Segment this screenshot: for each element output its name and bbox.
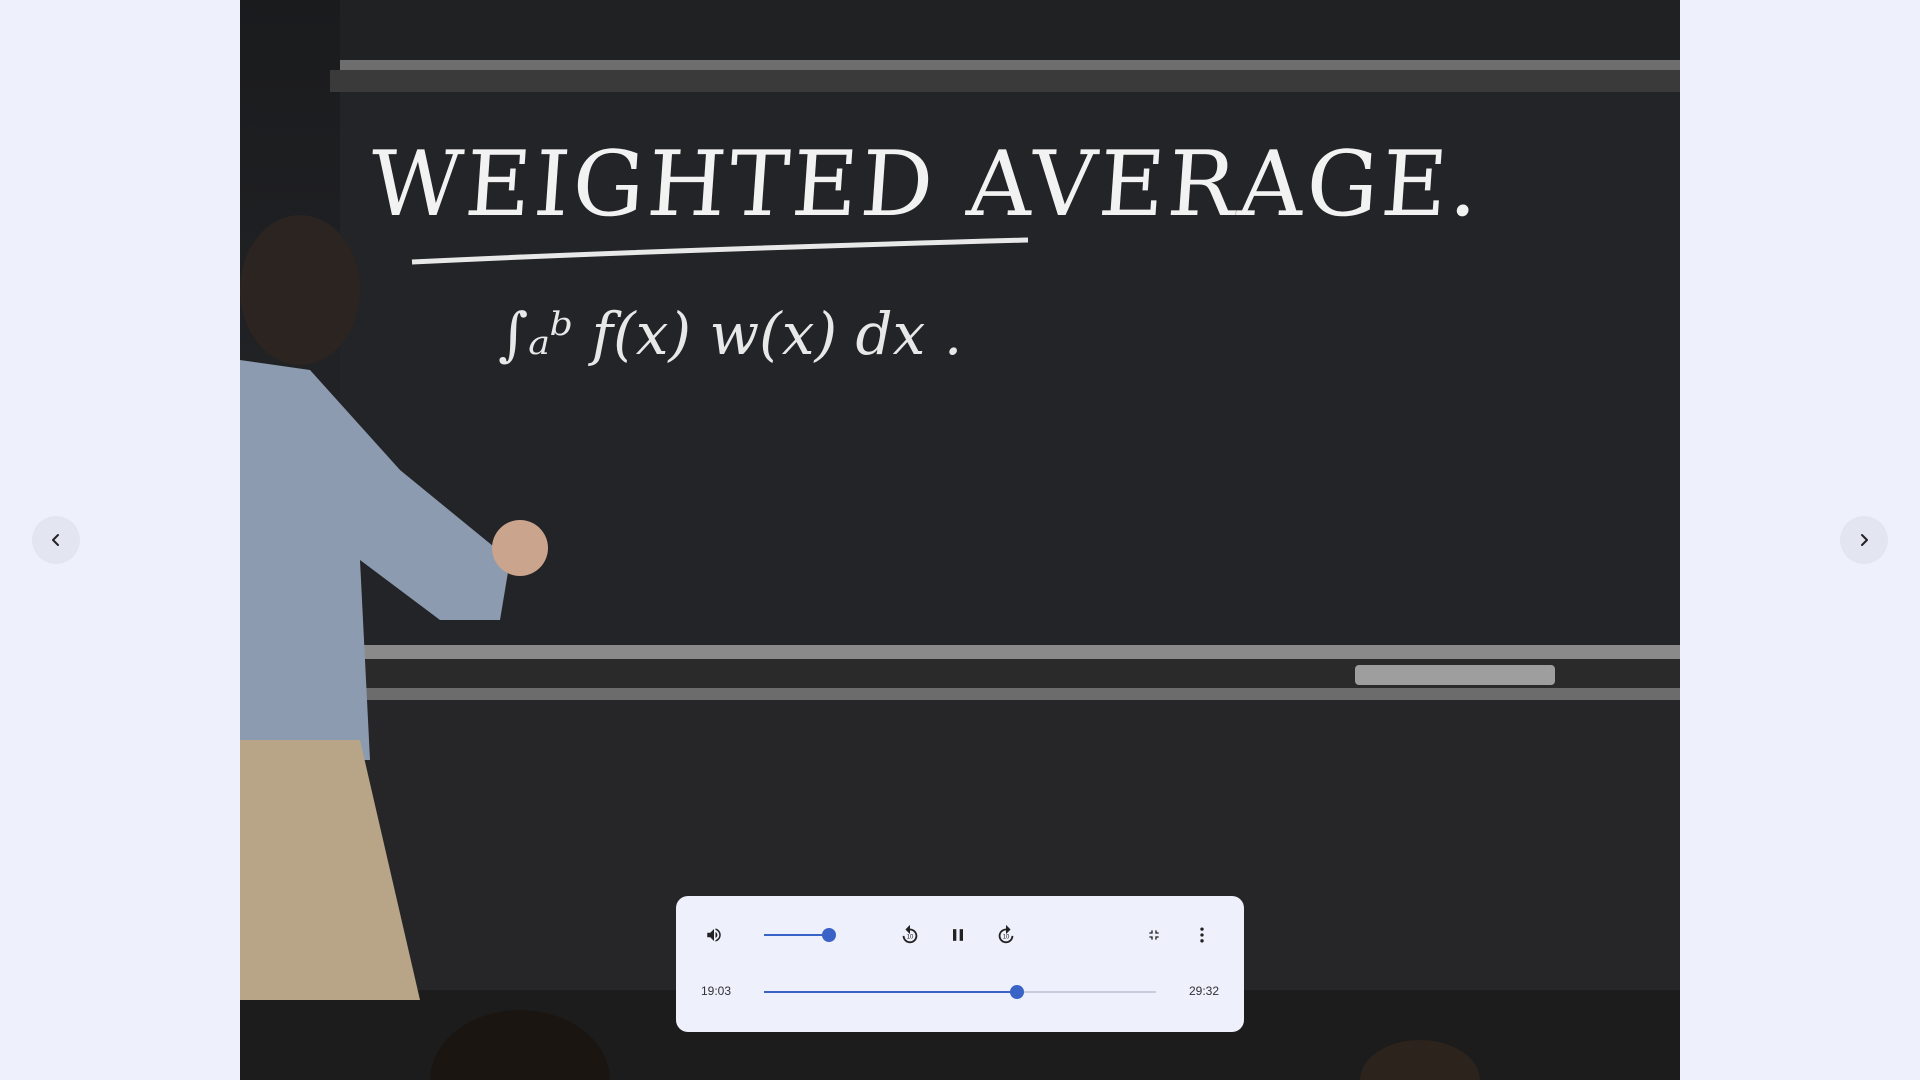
more-vert-icon [1192,925,1212,945]
exit-fullscreen-icon [1146,927,1162,943]
more-options-button[interactable] [1184,917,1220,953]
forward-10-button[interactable] [988,917,1024,953]
rewind-10-button[interactable] [892,917,928,953]
board-formula: ∫ₐᵇ f(x) w(x) dx . [498,300,963,368]
chevron-right-icon [1856,532,1872,548]
chevron-left-icon [48,532,64,548]
previous-button[interactable] [32,516,80,564]
volume-slider-thumb[interactable] [822,928,836,942]
duration: 29:32 [1189,984,1220,998]
svg-text:10: 10 [906,934,914,941]
volume-icon [705,926,723,944]
forward-10-icon [995,924,1017,946]
seek-bar[interactable] [764,991,1156,993]
pause-button[interactable] [940,917,976,953]
next-button[interactable] [1840,516,1888,564]
player-controls [676,896,1244,1032]
current-time: 19:03 [701,984,732,998]
replay-10-icon [899,924,921,946]
volume-button[interactable] [696,917,732,953]
svg-text:10: 10 [1002,934,1010,941]
seek-bar-thumb[interactable] [1010,985,1024,999]
seek-bar-progress [764,991,1017,993]
pause-icon [948,925,968,945]
exit-fullscreen-button[interactable] [1136,917,1172,953]
board-title: WEIGHTED AVERAGE. [366,132,1486,237]
